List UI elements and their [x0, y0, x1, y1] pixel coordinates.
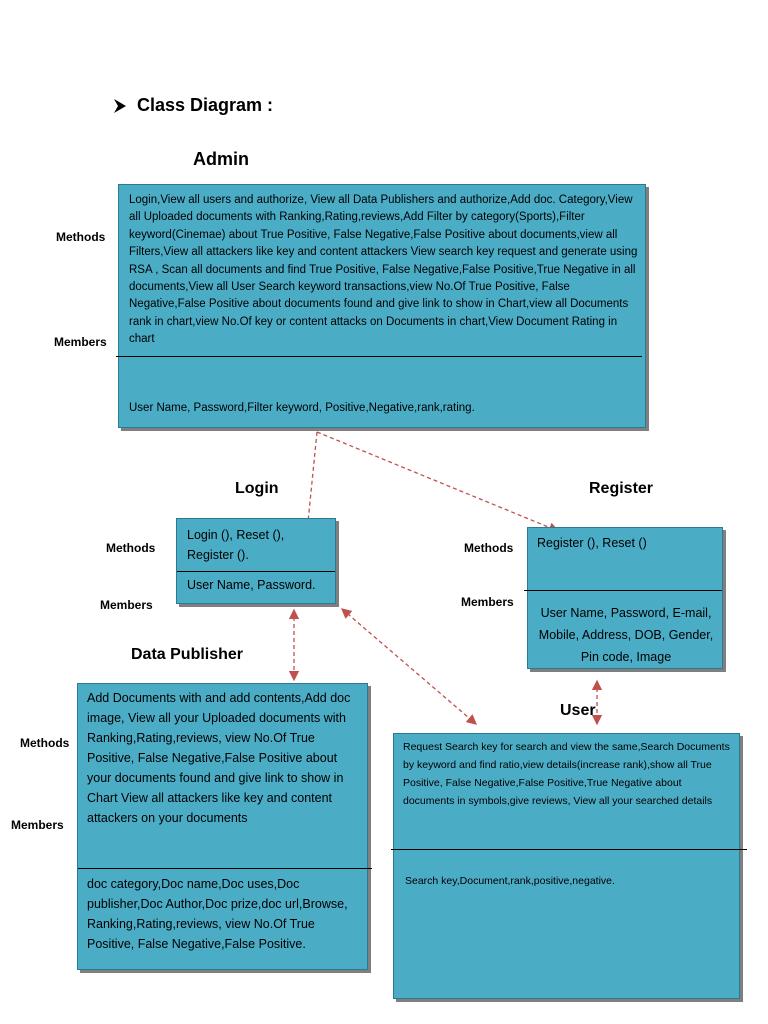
admin-methods-text: Login,View all users and authorize, View all Data Publishers and authorize,Add doc. Category,View all Uploaded documents with Ranking,Rating,reviews,Add Filter by category(Sports),Filter keyword(Cinemae) about True Positive, False Negative,False Positive about documents,view all Filters,View all attackers like key and content attackers View search key request and generate using RSA , Scan all documents and find True Positive, False Negative,False Positive,True Negative in all documents,View all User Search keyword transactions,view No.Of True Positive, False Negative,False Positive about documents found and give link to show in Chart,view all Documents rank in chart,view No.Of key or content attacks on Documents in chart,View Document Rating in chart	[129, 194, 638, 346]
login-members-text: User Name, Password.	[187, 578, 316, 592]
publisher-members-label: Members	[11, 818, 64, 832]
user-methods-text: Request Search key for search and view the same,Search Documents by keyword and find ratio,view details(increase rank),show all True Positive, False Negative,False Positive,True Negative about documents in symbols,give reviews, View all your searched details	[403, 741, 730, 807]
publisher-class-name: Data Publisher	[131, 646, 244, 663]
register-class-name: Register	[589, 480, 654, 497]
diagram-title-text: Class Diagram :	[137, 95, 274, 115]
admin-login-connector	[307, 432, 317, 532]
admin-class-box	[118, 184, 646, 428]
user-class-name: User	[560, 702, 596, 719]
admin-divider	[116, 356, 642, 357]
user-members-text: Search key,Document,rank,positive,negative.	[405, 875, 615, 887]
publisher-members-text: doc category,Doc name,Doc uses,Doc publisher,Doc Author,Doc prize,doc url,Browse, Ranking,Rating,reviews, view No.Of True Positive, False Negative,False Positive.	[87, 877, 348, 951]
register-class-box	[527, 527, 723, 669]
login-methods-label: Methods	[106, 541, 156, 555]
user-class-box	[393, 733, 740, 999]
publisher-methods-label: Methods	[20, 736, 70, 750]
login-class-box	[176, 518, 336, 604]
register-members-label: Members	[461, 595, 514, 609]
login-class-name: Login	[235, 480, 279, 497]
admin-members-text: User Name, Password,Filter keyword, Positive,Negative,rank,rating.	[129, 402, 475, 414]
register-methods-text: Register (), Reset ()	[537, 536, 647, 550]
login-methods-text: Login (), Reset (), Register ().	[187, 528, 285, 562]
admin-register-connector	[317, 432, 558, 531]
register-divider	[524, 590, 722, 591]
publisher-divider	[78, 868, 372, 869]
login-divider	[177, 571, 335, 572]
login-members-label: Members	[100, 598, 153, 612]
admin-class-name: Admin	[193, 149, 249, 169]
publisher-class-box	[77, 683, 368, 970]
publisher-methods-text: Add Documents with and add contents,Add doc image, View all your Uploaded documents with Ranking,Rating,reviews, view No.Of True Positive, False Negative,False Positive about your documents found and give link to show in Chart View all attackers like key and content attackers on your documents	[87, 691, 351, 825]
admin-methods-label: Methods	[56, 230, 106, 244]
user-divider	[391, 849, 747, 850]
register-methods-label: Methods	[464, 541, 514, 555]
register-members-text: User Name, Password, E-mail, Mobile, Address, DOB, Gender, Pin code, Image	[538, 606, 714, 664]
admin-members-label: Members	[54, 335, 107, 349]
